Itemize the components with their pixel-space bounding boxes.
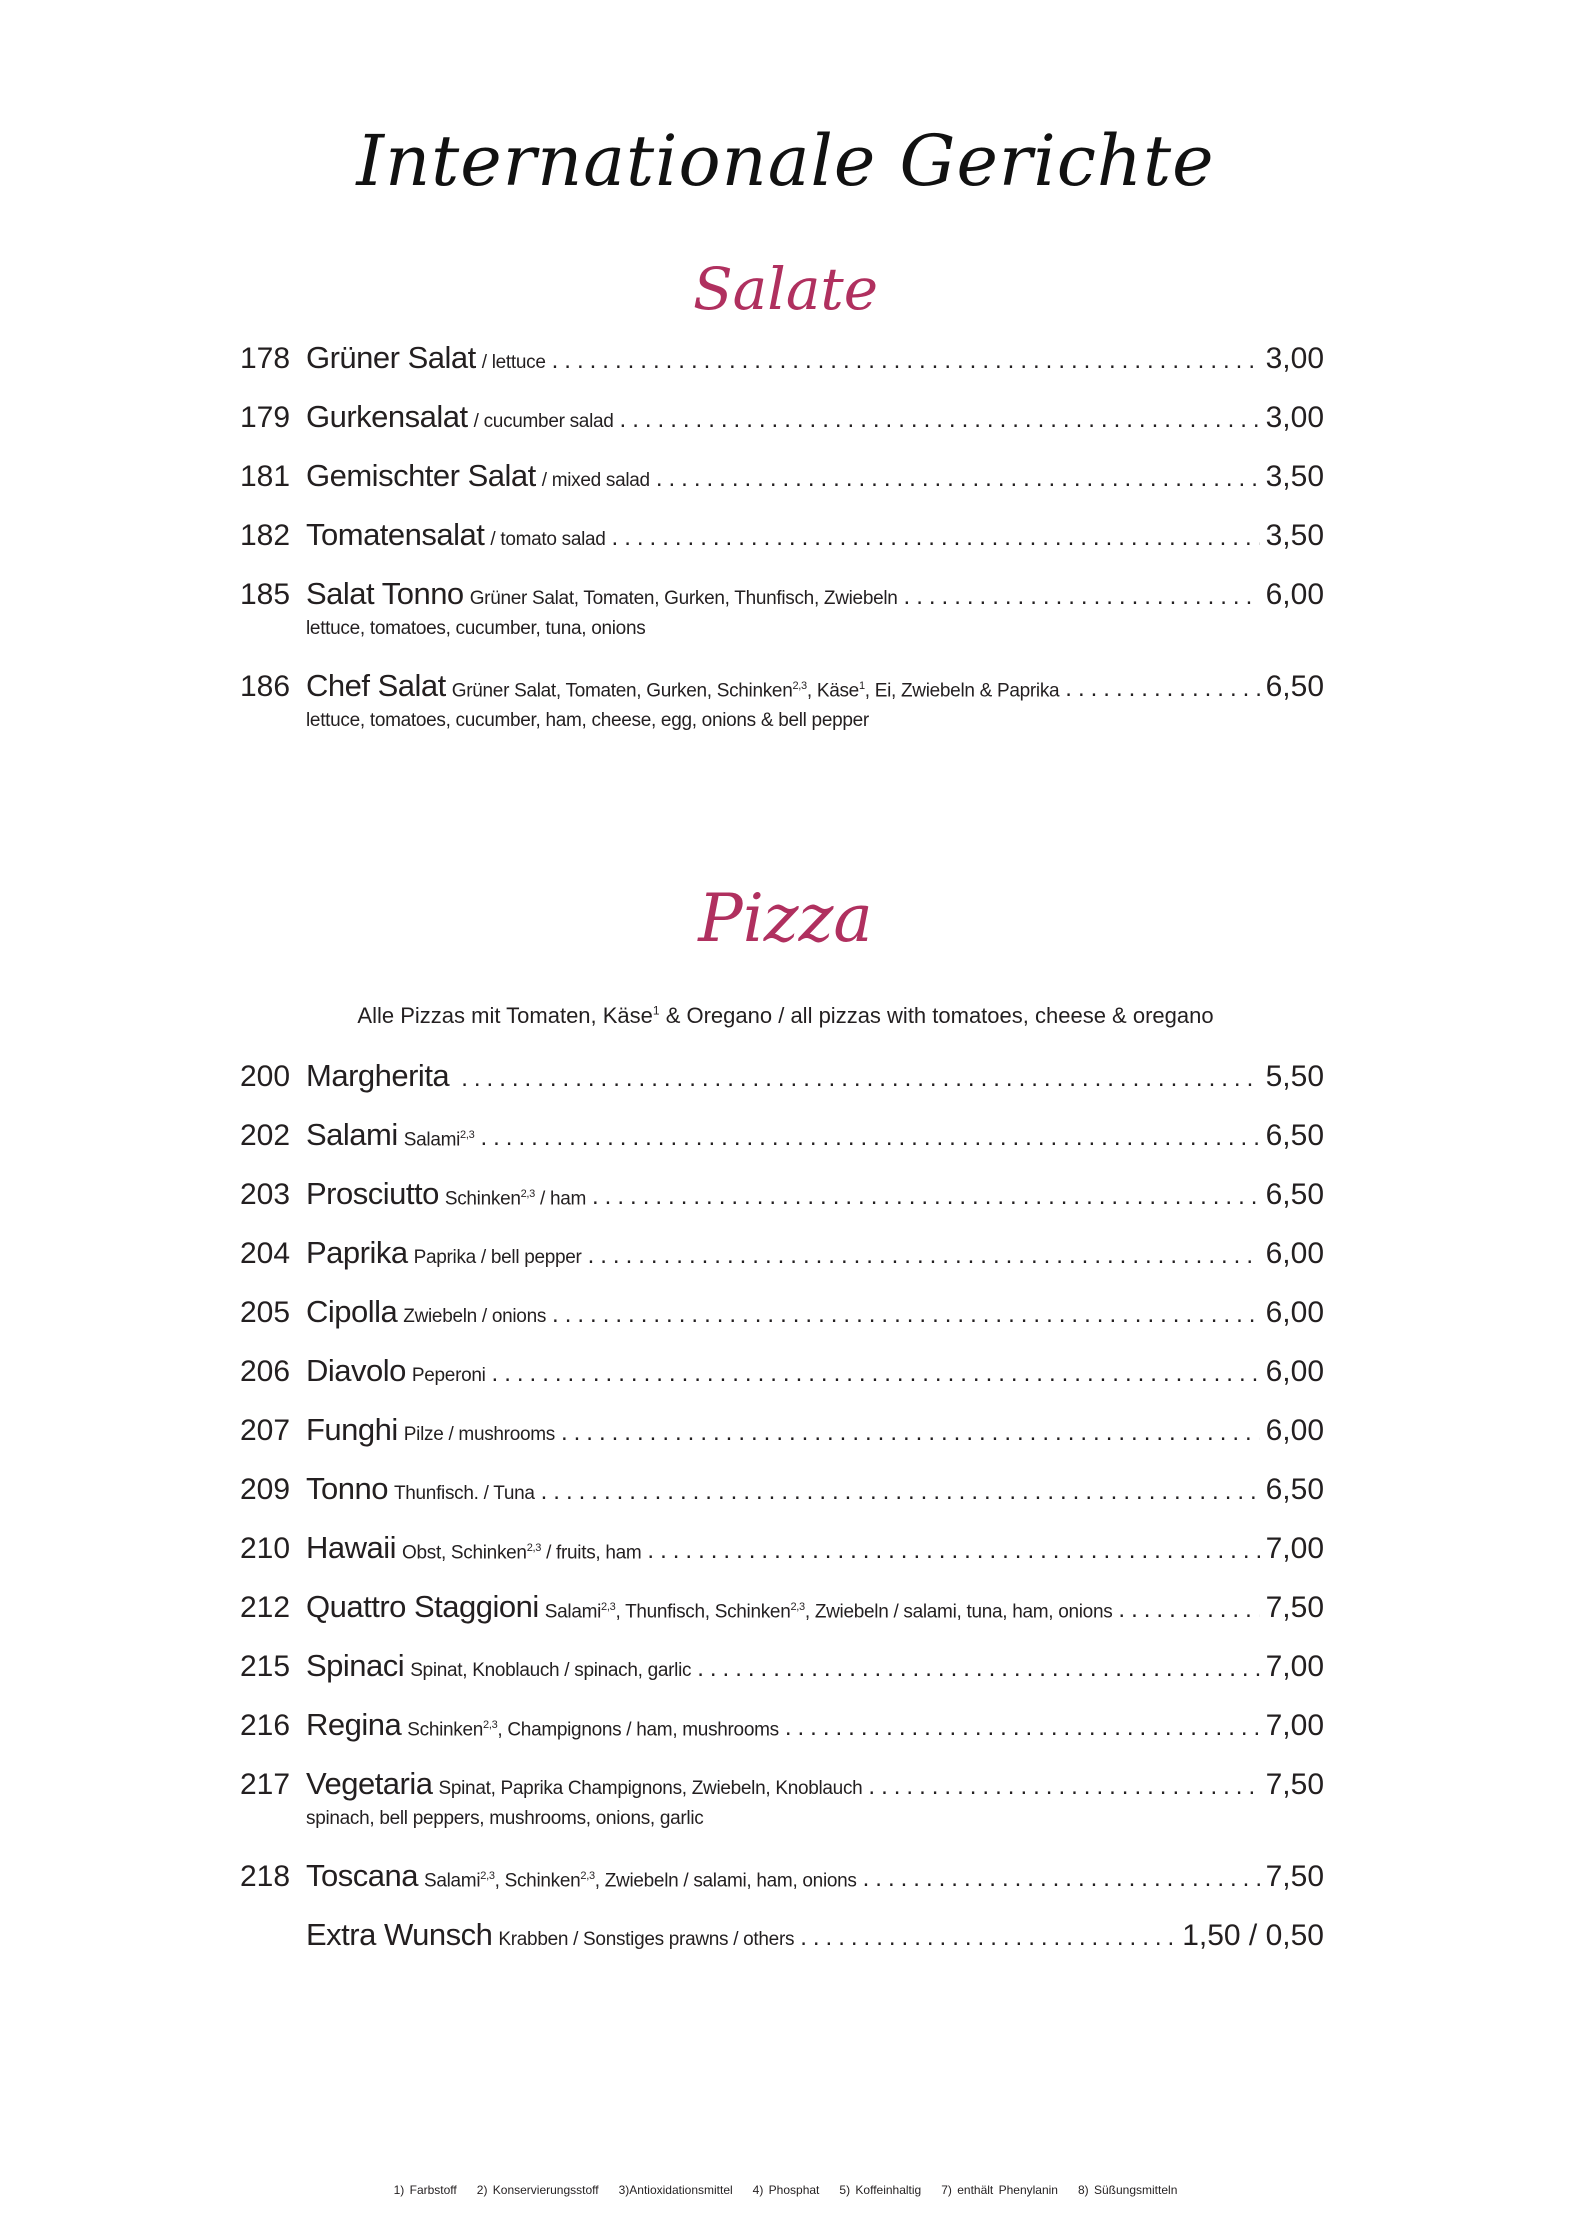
allergen-footnotes <box>0 2183 1571 2197</box>
item-description: / mixed salad <box>541 470 650 491</box>
menu-item <box>240 1766 1324 1858</box>
item-number: 210 <box>240 1532 291 1565</box>
leader-dots <box>588 1242 1260 1270</box>
footnote: 5) Koffeinhaltig <box>839 2183 922 2197</box>
item-number: 178 <box>240 342 291 375</box>
menu-item <box>240 1471 1324 1530</box>
item-description: Krabben / Sonstiges prawns / others <box>498 1929 795 1950</box>
footnote: 8) Süßungsmitteln <box>1077 2183 1178 2197</box>
item-price: 7,50 <box>1265 1768 1324 1801</box>
item-price: 6,50 <box>1265 670 1324 703</box>
item-translation: lettuce, tomatoes, cucumber, ham, cheese, egg, onions & bell pepper <box>306 710 869 731</box>
menu-item <box>240 1058 1324 1117</box>
item-price: 7,00 <box>1265 1709 1324 1742</box>
footnote: 7) enthält Phenylanin <box>941 2183 1058 2197</box>
item-translation: spinach, bell peppers, mushrooms, onions, garlic <box>306 1808 704 1829</box>
footnote: 4) Phosphat <box>752 2183 820 2197</box>
leader-dots <box>800 1924 1176 1952</box>
item-price: 3,50 <box>1265 519 1324 552</box>
item-description: Spinat, Knoblauch / spinach, garlic <box>410 1660 692 1681</box>
item-number: 209 <box>240 1473 291 1506</box>
leader-dots <box>461 1065 1259 1093</box>
item-number: 203 <box>240 1178 291 1211</box>
menu-item <box>240 1294 1324 1353</box>
item-name: Funghi <box>306 1412 398 1447</box>
item-name: Paprika <box>306 1235 408 1270</box>
item-number: 212 <box>240 1591 291 1624</box>
section-title-salate: Salate <box>692 255 879 323</box>
item-description: / tomato salad <box>490 529 606 550</box>
leader-dots <box>552 347 1260 375</box>
item-number: 202 <box>240 1119 291 1152</box>
item-number: 185 <box>240 578 291 611</box>
item-price: 7,50 <box>1265 1860 1324 1893</box>
item-number: 204 <box>240 1237 291 1270</box>
item-name: Toscana <box>306 1858 418 1893</box>
leader-dots <box>620 406 1260 434</box>
item-price: 7,50 <box>1265 1591 1324 1624</box>
item-name: Grüner Salat <box>306 340 476 375</box>
item-description: Schinken$^{2,3}$ / ham <box>444 1187 587 1209</box>
leader-dots <box>552 1301 1260 1329</box>
menu-item <box>240 517 1324 576</box>
page-title: Internationale Gerichte <box>356 120 1215 202</box>
item-number: 200 <box>240 1060 291 1093</box>
pizza-note: Alle Pizzas mit Tomaten, Käse$^1$ & Oregano / all pizzas with tomatoes, cheese & oregano <box>357 1003 1214 1028</box>
item-number: 181 <box>240 460 291 493</box>
menu-item <box>240 1858 1324 1917</box>
menu-item <box>240 576 1324 668</box>
item-description: / cucumber salad <box>473 411 614 432</box>
menu-item <box>240 1412 1324 1471</box>
menu-item <box>240 1176 1324 1235</box>
item-description: Spinat, Paprika Champignons, Zwiebeln, Knoblauch <box>438 1778 863 1799</box>
item-price: 3,00 <box>1265 401 1324 434</box>
item-description: Thunfisch. / Tuna <box>393 1483 535 1504</box>
leader-dots <box>904 583 1260 611</box>
item-price: 6,00 <box>1265 1414 1324 1447</box>
item-number: 215 <box>240 1650 291 1683</box>
item-number: 186 <box>240 670 291 703</box>
leader-dots <box>1065 675 1259 703</box>
item-number: 179 <box>240 401 291 434</box>
item-name: Extra Wunsch <box>306 1917 493 1952</box>
item-price: 3,50 <box>1265 460 1324 493</box>
pizza-list <box>240 1058 1324 1976</box>
item-description: Pilze / mushrooms <box>403 1424 555 1445</box>
leader-dots <box>656 465 1260 493</box>
footnote: 3)Antioxidationsmittel <box>618 2183 733 2197</box>
leader-dots <box>561 1419 1260 1447</box>
menu-item <box>240 458 1324 517</box>
menu-item <box>240 340 1324 399</box>
item-name: Margherita <box>306 1058 450 1093</box>
item-translation: lettuce, tomatoes, cucumber, tuna, onions <box>306 618 646 639</box>
item-name: Diavolo <box>306 1353 406 1388</box>
item-description: Salami$^{2,3}$ <box>403 1128 475 1150</box>
leader-dots <box>541 1478 1260 1506</box>
item-name: Chef Salat <box>306 668 446 703</box>
item-description: Obst, Schinken$^{2,3}$ / fruits, ham <box>402 1541 642 1563</box>
item-name: Gemischter Salat <box>306 458 536 493</box>
item-number: 218 <box>240 1860 291 1893</box>
item-number: 216 <box>240 1709 291 1742</box>
item-name: Hawaii <box>306 1530 397 1565</box>
item-price: 5,50 <box>1265 1060 1324 1093</box>
menu-item <box>240 1353 1324 1412</box>
item-price: 7,00 <box>1265 1650 1324 1683</box>
item-name: Tonno <box>306 1471 388 1506</box>
item-name: Spinaci <box>306 1648 405 1683</box>
item-price: 1,50 / 0,50 <box>1182 1919 1324 1952</box>
item-price: 6,50 <box>1265 1178 1324 1211</box>
section-title-pizza: Pizza <box>698 880 873 957</box>
leader-dots <box>785 1714 1260 1742</box>
item-name: Regina <box>306 1707 402 1742</box>
menu-item <box>240 668 1324 760</box>
item-description: Schinken$^{2,3}$, Champignons / ham, mushrooms <box>407 1718 779 1740</box>
item-name: Quattro Staggioni <box>306 1589 539 1624</box>
item-price: 3,00 <box>1265 342 1324 375</box>
leader-dots <box>492 1360 1260 1388</box>
leader-dots <box>612 524 1260 552</box>
item-price: 6,00 <box>1265 1237 1324 1270</box>
menu-item <box>240 1589 1324 1648</box>
menu-item <box>240 399 1324 458</box>
leader-dots <box>863 1865 1260 1893</box>
item-price: 6,50 <box>1265 1473 1324 1506</box>
item-price: 7,00 <box>1265 1532 1324 1565</box>
item-number: 182 <box>240 519 291 552</box>
item-number: 217 <box>240 1768 291 1801</box>
item-number: 207 <box>240 1414 291 1447</box>
item-description: / lettuce <box>481 352 546 373</box>
leader-dots <box>697 1655 1259 1683</box>
item-description: Grüner Salat, Tomaten, Gurken, Schinken$^{2,3}$, Käse$^1$, Ei, Zwiebeln & Paprika <box>451 679 1060 701</box>
menu-item <box>240 1530 1324 1589</box>
leader-dots <box>592 1183 1260 1211</box>
menu-item <box>240 1648 1324 1707</box>
item-description: Grüner Salat, Tomaten, Gurken, Thunfisch, Zwiebeln <box>469 588 898 609</box>
item-description: Salami$^{2,3}$, Schinken$^{2,3}$, Zwiebeln / salami, ham, onions <box>423 1869 857 1891</box>
item-price: 6,00 <box>1265 1355 1324 1388</box>
leader-dots <box>647 1537 1259 1565</box>
item-name: Vegetaria <box>306 1766 433 1801</box>
footnote: 1) Farbstoff <box>393 2183 457 2197</box>
item-name: Tomatensalat <box>306 517 485 552</box>
salate-list <box>240 340 1324 760</box>
menu-item <box>240 1117 1324 1176</box>
item-name: Cipolla <box>306 1294 398 1329</box>
menu-item <box>240 1235 1324 1294</box>
item-description: Peperoni <box>411 1365 486 1386</box>
item-price: 6,50 <box>1265 1119 1324 1152</box>
leader-dots <box>1118 1596 1259 1624</box>
leader-dots <box>868 1773 1259 1801</box>
leader-dots <box>480 1124 1259 1152</box>
item-price: 6,00 <box>1265 1296 1324 1329</box>
item-name: Prosciutto <box>306 1176 439 1211</box>
item-number: 206 <box>240 1355 291 1388</box>
item-description: Salami$^{2,3}$, Thunfisch, Schinken$^{2,3}$, Zwiebeln / salami, tuna, ham, onions <box>544 1600 1113 1622</box>
item-name: Salami <box>306 1117 398 1152</box>
item-description: Paprika / bell pepper <box>413 1247 582 1268</box>
item-price: 6,00 <box>1265 578 1324 611</box>
item-number: 205 <box>240 1296 291 1329</box>
menu-item <box>240 1917 1324 1976</box>
item-name: Salat Tonno <box>306 576 464 611</box>
menu-item <box>240 1707 1324 1766</box>
footnote: 2) Konservierungsstoff <box>476 2183 599 2197</box>
item-description: Zwiebeln / onions <box>403 1306 547 1327</box>
item-name: Gurkensalat <box>306 399 468 434</box>
